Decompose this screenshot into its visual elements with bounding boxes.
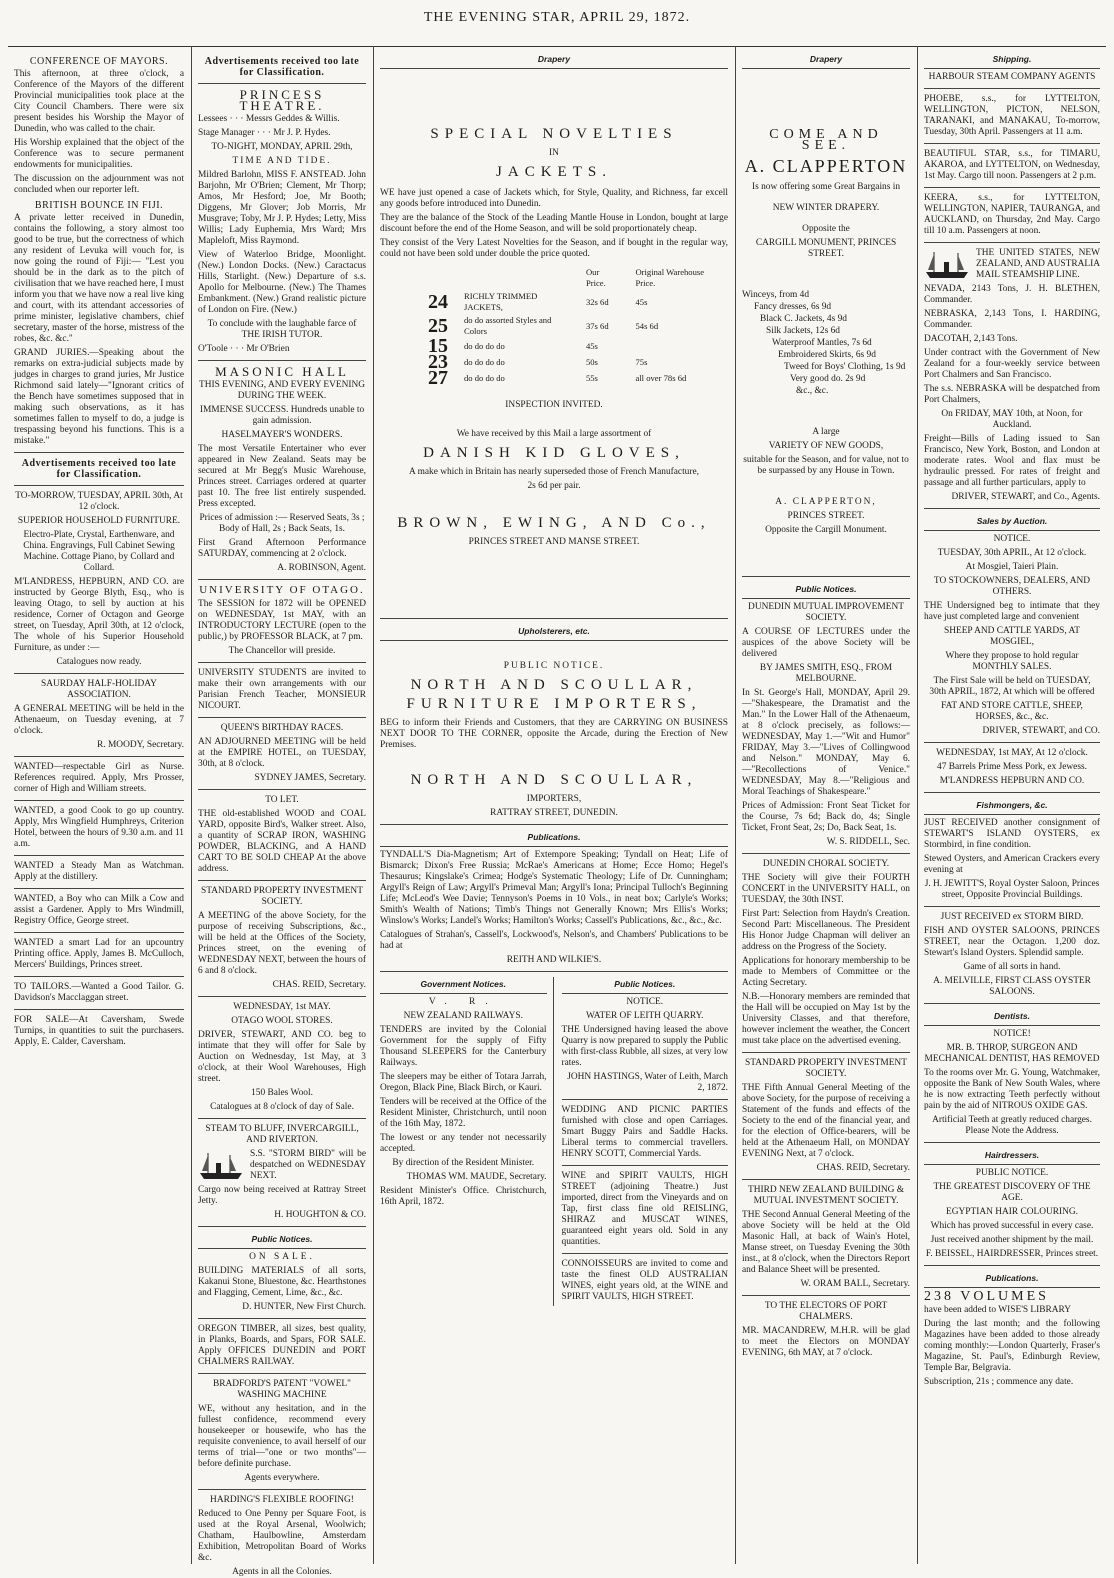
scenes: View of Waterloo Bridge, Moonlight. (New.) London Docks. (New.) Caractacus Hills, Starlight. (New.) Departure of s.s. Apollo for Melbourne. (New.) The Thames Embankment. (New.) Grand realistic picture of London on Fire. (New.) xyxy=(198,250,366,315)
phoebe-ad: PHOEBE, s.s., for LYTTELTON, WELLINGTON, PICTON, NELSON, TARANAKI, and MANAKAU, To-morrow, Tuesday, 30th April. Passengers at 11 a.m. xyxy=(924,94,1100,137)
divider xyxy=(198,83,366,84)
clapperton-opposite: Opposite the Cargill Monument. xyxy=(765,525,887,535)
column-4 xyxy=(736,50,916,1564)
divider xyxy=(924,742,1100,743)
choral-text: THE Society will give their FOURTH CONCERT in the UNIVERSITY HALL, on TUESDAY, the 30th INST. xyxy=(742,873,910,905)
game: Game of all sorts in hand. xyxy=(963,962,1061,972)
wool-text: DRIVER, STEWART, AND CO. beg to intimate that they will offer for Sale by Auction on Wednesday, 1st May, at 3 o'clock, at their Wool Warehouses, High street. xyxy=(198,1030,366,1084)
pork: 47 Barrels Prime Mess Pork, ex Jewess. xyxy=(937,762,1087,772)
divider xyxy=(198,579,366,580)
harbour-title: HARBOUR STEAM COMPANY AGENTS xyxy=(928,72,1096,82)
farce: To conclude with the laughable farce of THE IRISH TUTOR. xyxy=(207,319,357,340)
divider xyxy=(198,360,366,361)
notice-title: NOTICE. xyxy=(993,534,1031,544)
publications-sign: REITH AND WILKIE'S. xyxy=(506,955,602,965)
keera-ad: KEERA, s.s., for LYTTELTON, WELLINGTON, NAPIER, TAURANGA, and AUCKLAND, on Thursday, 2nd May. Cargo till 10 a.m. Passengers at noon. xyxy=(924,193,1100,236)
chancellor: The Chancellor will preside. xyxy=(228,646,336,656)
divider xyxy=(924,906,1100,907)
gov-sign: THOMAS WM. MAUDE, Secretary. xyxy=(406,1172,547,1182)
winter-drapery: NEW WINTER DRAPERY. xyxy=(772,203,880,213)
divider xyxy=(198,996,366,997)
list-item: Very good do. 2s 9d xyxy=(790,374,866,384)
divider xyxy=(14,976,184,977)
dacotah: DACOTAH, 2,143 Tons. xyxy=(924,334,1018,344)
driver-sign-2: DRIVER, STEWART, and CO. xyxy=(982,726,1100,736)
bales: 150 Bales Wool. xyxy=(251,1088,313,1098)
bradford-text: WE, without any hesitation, and in the fullest confidence, recommend every housekeeper or housewife, who has the requisite convenience, to avail herself of our terms of trial—"one or two months"—before definite purchase. xyxy=(198,1404,366,1469)
adv-title: Advertisements received too late for Classification. xyxy=(204,56,360,78)
storm-bird: JUST RECEIVED ex STORM BIRD. xyxy=(940,912,1084,922)
choral-title: DUNEDIN CHORAL SOCIETY. xyxy=(762,859,890,869)
stage-manager: Stage Manager · · · Mr J. P. Hydes. xyxy=(198,128,331,138)
univ-text: The SESSION for 1872 will be OPENED on WEDNESDAY, 1st MAY, with an INTRODUCTORY LECTURE (open to the public,) by PROFESSOR BLACK, at 7 pm. xyxy=(198,599,366,642)
divider xyxy=(198,1489,366,1490)
lecturer: BY JAMES SMITH, ESQ., FROM MELBOURNE. xyxy=(759,663,893,684)
spis-sign: CHAS. REID, Secretary. xyxy=(816,1163,910,1173)
north-scoullar: NORTH AND SCOULLAR, xyxy=(410,677,698,693)
section-header: Publications. xyxy=(924,1271,1100,1288)
price-row: 25 do do assorted Styles and Colors 37s 6d 54s 6d xyxy=(428,315,659,337)
clapperton-street: PRINCES STREET. xyxy=(787,511,865,521)
fat-cattle: FAT AND STORE CATTLE, SHEEP, HORSES, &c., &c. xyxy=(941,701,1083,722)
harding-text: Reduced to One Penny per Square Foot, is used at the Royal Arsenal, Woolwich; Chatham, Haulbowline, Amsterdam Exhibition, Metropolitan Board of Works &c. xyxy=(198,1509,366,1563)
mosgiel: At Mosgiel, Taieri Plain. xyxy=(965,562,1059,572)
divider xyxy=(198,789,366,790)
gov-direction: By direction of the Resident Minister. xyxy=(392,1158,535,1168)
come-and-see: COME AND SEE. xyxy=(769,127,883,153)
library-text: During the last month; and the following Magazines have been added to those already coming monthly:—London Quarterly, Fraser's Magazine, St. Paul's, Edinburgh Review, Temple Bar, Belgravia. xyxy=(924,1319,1100,1373)
list-item: Waterproof Mantles, 7s 6d xyxy=(772,338,872,348)
prices: Prices of admission :— Reserved Seats, 3s ; Body of Hall, 2s ; Back Seats, 1s. xyxy=(199,513,365,534)
conference-title: CONFERENCE OF MAYORS. xyxy=(29,56,169,67)
masonic-sub: THIS EVENING, AND EVERY EVENING DURING THE WEEK. xyxy=(198,380,366,401)
lectures: A COURSE OF LECTURES under the auspices of the above Society will be delivered xyxy=(742,627,910,659)
theatre-title: PRINCESS THEATRE. xyxy=(239,87,325,113)
afternoon: First Grand Afternoon Performance SATURDAY, commencing at 2 o'clock. xyxy=(198,538,366,559)
balance-text: They are the balance of the Stock of the Leading Mantle House in London, bought at large discount before the end of the Home Season, and will be sold proportionately cheap. xyxy=(380,213,728,234)
standard-text: A MEETING of the above Society, for the purpose of receiving Subscriptions, &c., will be held at the Offices of the Society, Princes street, on the evening of WEDNESDAY NEXT, between the hours of 6 and 8 o'clock. xyxy=(198,911,366,976)
price-table xyxy=(420,266,728,389)
masonic-title: MASONIC HALL xyxy=(215,364,349,379)
divider xyxy=(14,800,184,801)
nevada: NEVADA, 2143 Tons, J. H. BLETHEN, Commander. xyxy=(924,284,1100,305)
gloves-title: DANISH KID GLOVES, xyxy=(423,445,685,461)
section-header: Hairdressers. xyxy=(924,1148,1100,1165)
third-text: THE Second Annual General Meeting of the above Society will be held at the Old Masonic Hall, at back of Wain's Hotel, Manse street, on Tuesday Evening the 30th inst., at 8 o'clock, when the Directors Report and Balance Sheet will be presented. xyxy=(742,1210,910,1275)
fiji-text: A private letter received in Dunedin, contains the following, a story almost too good to be true, but the correctness of which any resident of Levuka will vouch for, is now going the round of Fiji:— "Lest you should be in the dark as to the pitch of civilisation that we have reached here, I must inform you that we have now a real live king and court, with its attendant accessories of prime minister, legislative chambers, chief secretary, master of the horse, mistress of the robes, &c. &c." xyxy=(14,213,184,344)
adv-title: Advertisements received too late for Classification. xyxy=(21,458,177,480)
onsale-title: ON SALE. xyxy=(249,1252,315,1262)
list-item: Tweed for Boys' Clothing, 1s 9d xyxy=(784,362,906,372)
races-sign: SYDNEY JAMES, Secretary. xyxy=(254,773,366,783)
catalogues: Catalogues now ready. xyxy=(56,657,142,667)
north-scoullar-2: NORTH AND SCOULLAR, xyxy=(410,772,698,788)
leith-title: WATER OF LEITH QUARRY. xyxy=(585,1011,704,1021)
wanted-ad: WANTED a Steady Man as Watchman. Apply at the distillery. xyxy=(14,861,184,882)
inspection: INSPECTION INVITED. xyxy=(505,400,603,410)
section-header: Publications. xyxy=(380,830,728,847)
list-item: &c., &c. xyxy=(796,386,829,396)
divider xyxy=(198,880,366,881)
divider xyxy=(198,662,366,663)
masthead: THE EVENING STAR, APRIL 29, 1872. xyxy=(423,10,691,25)
first-sale: The First Sale will be held on TUESDAY, 30th APRIL, 1872, At which will be offered xyxy=(929,676,1095,697)
divider xyxy=(742,1052,910,1053)
steam-sign: H. HOUGHTON & CO. xyxy=(274,1210,366,1220)
wanted-ad: WANTED a smart Lad for an upcountry Printing office. Apply, James B. McCulloch, Mercers' Buildings, Princes street. xyxy=(14,938,184,970)
divider xyxy=(14,888,184,889)
divider xyxy=(14,1009,184,1010)
nzr-title: NEW ZEALAND RAILWAYS. xyxy=(403,1011,523,1021)
freight: Freight—Bills of Lading issued to San Francisco, New York, Boston, and London at moderate rates. Wool and flax must be hydraulic pressed. For rates of freight and passage and all further particulars, apply to xyxy=(924,434,1100,488)
furniture-items: Electro-Plate, Crystal, Earthenware, and China. Engravings, Full Cabinet Sewing Machine. Cottage Piano, by Collard and Collard. xyxy=(23,530,175,573)
furniture-title: SUPERIOR HOUSEHOLD FURNITURE. xyxy=(17,516,181,526)
divider xyxy=(742,1295,910,1296)
wanted-ad: WANTED, a good Cook to go up country. Apply, Mrs Wingfield Humphreys, Criterion Hotel, between the hours of 9.30 a.m. and 11 a.m. xyxy=(14,806,184,849)
variety-text: suitable for the Season, and for value, not to be surpassed by any House in Town. xyxy=(743,455,909,476)
gloves-price: 2s 6d per pair. xyxy=(527,481,581,491)
furniture-importers: FURNITURE IMPORTERS, xyxy=(406,696,702,712)
jackets-text: WE have just opened a case of Jackets which, for Style, Quality, and Richness, far excell any goods before introduced into Dunedin. xyxy=(380,188,728,209)
lectures-text: In St. George's Hall, MONDAY, April 29.—"Shakespeare, the Dramatist and the Man." In the Lower Hall of the Athenaeum, at 8 o'clock precisely, as follows:— WEDNESDAY, May 1.—"Wit and Humor" FRIDAY, May 3.—"Lives of Collingwood and Nelson." MONDAY, May 6.—"Recollections of Venice." WEDNESDAY, May 8.—"Religious and Moral Teachings of Shakespeare." xyxy=(742,688,910,797)
tuesday: TUESDAY, 30th APRIL, At 12 o'clock. xyxy=(937,548,1087,558)
nebraska-despatch: The s.s. NEBRASKA will be despatched from Port Chalmers, xyxy=(924,384,1100,405)
divider xyxy=(198,1226,366,1227)
jewitt: J. H. JEWITT'S, Royal Oyster Saloon, Princes street, Opposite Provincial Buildings. xyxy=(924,879,1100,900)
price-list xyxy=(742,290,910,397)
stockowners: TO STOCKOWNERS, DEALERS, AND OTHERS. xyxy=(933,576,1091,597)
divider xyxy=(198,1373,366,1374)
section-header: Public Notices. xyxy=(198,1232,366,1249)
masthead-rule xyxy=(8,46,1106,47)
tolet-text: THE old-established WOOD and COAL YARD, opposite Bird's, Walker street. Also, a quantity of SCRAP IRON, WASHING POWDER, BLACKING, and A HAND CART TO BE SOLD CHEAP At the above address. xyxy=(198,809,366,874)
gov-text: Tenders will be received at the Office of the Resident Minister, Christchurch, until noon of the 16th May, 1872. xyxy=(380,1097,547,1129)
list-item: Winceys, from 4d xyxy=(742,290,810,300)
saturday-title: SAURDAY HALF-HOLIDAY ASSOCIATION. xyxy=(41,679,157,700)
library: have been added to WISE'S LIBRARY xyxy=(924,1305,1072,1315)
divider xyxy=(14,855,184,856)
monthly: Where they propose to hold regular MONTHLY SALES. xyxy=(945,651,1079,672)
juries-text: GRAND JURIES.—Speaking about the remarks on extra-judicial subjects made by judges in charges to grand juries, Mr Justice Richmond said lately—"Ignorant critics of the Bench have sometimes supposed that in making such observations, as it has sometimes fallen to myself to do, a judge is trespassing beyond his functions. This is a mistake." xyxy=(14,348,184,446)
tolet-title: TO LET. xyxy=(265,795,299,805)
wool-title: OTAGO WOOL STORES. xyxy=(231,1016,333,1026)
saturday-sign: R. MOODY, Secretary. xyxy=(97,740,184,750)
usmail-title: THE UNITED STATES, NEW ZEALAND, AND AUSTRALIA MAIL STEAMSHIP LINE. xyxy=(976,248,1100,280)
clapperton-title: A. CLAPPERTON xyxy=(744,156,908,176)
importers: IMPORTERS, xyxy=(526,794,582,804)
brown-ewing: BROWN, EWING, AND Co., xyxy=(397,515,711,531)
spis-text: THE Fifth Annual General Meeting of the above Society, for the purpose of receiving a Statement of the funds and effects of the Society to the end of the financial year, and for the election of Office-bearers, will be held at the Athenaeum Hall, on MONDAY EVENING Next, at 7 o'clock. xyxy=(742,1083,910,1159)
harding-sign: Agents in all the Colonies. xyxy=(232,1567,332,1577)
play-title: TIME AND TIDE. xyxy=(232,156,332,166)
gov-office: Resident Minister's Office. Christchurch, 16th April, 1872. xyxy=(380,1186,547,1207)
races-text: AN ADJOURNED MEETING will be held at the EMPIRE HOTEL, on TUESDAY, 30th, at 8 o'clock. xyxy=(198,737,366,769)
section-header: Public Notices. xyxy=(742,582,910,599)
adjourn-text: The discussion on the adjournment was not concluded when our reporter left. xyxy=(14,174,184,195)
section-header: Upholsterers, etc. xyxy=(380,624,728,641)
leith-sign: JOHN HASTINGS, Water of Leith, March 2, 1872. xyxy=(567,1072,728,1093)
variety: VARIETY OF NEW GOODS, xyxy=(768,441,884,451)
gov-text: TENDERS are invited by the Colonial Government for the supply of Fifty Thousand SLEEPERS for the Canterbury Railways. xyxy=(380,1025,547,1068)
divider xyxy=(742,1179,910,1180)
section-header: Shipping. xyxy=(924,52,1100,69)
tailors-ad: TO TAILORS.—Wanted a Good Tailor. G. Davidson's Macclaggan street. xyxy=(14,982,184,1003)
notice-title: NOTICE. xyxy=(626,997,664,1007)
juries-title: GRAND JURIES. xyxy=(14,348,90,358)
choral-parts: First Part: Selection from Haydn's Creation. Second Part: Miscellaneous. The President His Honor Judge Chapman will deliver an address on the Progress of the Society. xyxy=(742,909,910,952)
divider xyxy=(14,756,184,757)
divider xyxy=(924,792,1100,793)
divider xyxy=(924,187,1100,188)
wanted-ad: WANTED, a Boy who can Milk a Cow and assist a Gardener. Apply to Mrs Windmill, Registry Office, George street. xyxy=(14,894,184,926)
column-3 xyxy=(374,50,734,1564)
list-item: Fancy dresses, 6s 9d xyxy=(754,302,832,312)
oregon-ad: OREGON TIMBER, all sizes, best quality, in Planks, Boards, and Spars, FOR SALE. Apply OFFICES DUNEDIN and PORT CHALMERS RAILWAY. xyxy=(198,1324,366,1367)
cast: Mildred Barlohn, MISS F. ANSTEAD. John Barjohn, Mr O'Brien; Clement, Mr Thorp; Amos, Mr Hesford; Joe, Mr Booth; Diggens, Mr Glover; Job Morris, Mr Musgrave; Toby, Mr J. P. Hydes; Letty, Miss Willis; Lady Euphemia, Mrs Ward; Mrs Mapleloft, Miss Raymond. xyxy=(198,170,366,246)
large: A large xyxy=(812,427,840,437)
section-header: Public Notices. xyxy=(562,977,729,994)
wool-date: WEDNESDAY, 1st MAY. xyxy=(233,1002,331,1012)
sale-date: TO-MORROW, TUESDAY, APRIL 30th, At 12 o'clock. xyxy=(15,491,183,512)
success: IMMENSE SUCCESS. Hundreds unable to gain admission. xyxy=(199,405,365,426)
wool-catalogues: Catalogues at 8 o'clock of day of Sale. xyxy=(210,1102,354,1112)
driver-sign: DRIVER, STEWART, and Co., Agents. xyxy=(951,492,1100,502)
divider xyxy=(924,88,1100,89)
onsale-text: BUILDING MATERIALS of all sorts, Kakanui Stone, Bluestone, &c. Hearthstones and Flagging, Cement, Lime, &c., &c. xyxy=(198,1266,366,1298)
beissel: F. BEISSEL, HAIRDRESSER, Princes street. xyxy=(925,1249,1099,1259)
forsale-ad: FOR SALE—At Caversham, Swede Turnips, in quantities to suit the purchasers. Apply, E. Calder, Caversham. xyxy=(14,1015,184,1047)
pub-notice: PUBLIC NOTICE. xyxy=(975,1168,1049,1178)
section-header: Government Notices. xyxy=(380,977,547,994)
clapperton-sign: A. CLAPPERTON, xyxy=(775,497,877,507)
price-head: Our Price. xyxy=(585,267,606,288)
section-header: Sales by Auction. xyxy=(924,514,1100,531)
bradford-title: BRADFORD'S PATENT "VOWEL" WASHING MACHINE xyxy=(212,1379,351,1400)
north-text: BEG to inform their Friends and Customers, that they are CARRYING ON BUSINESS NEXT DOOR TO THE CORNER, opposite the Arcade, during the Erection of New Premises. xyxy=(380,718,728,750)
robinson-sign: A. ROBINSON, Agent. xyxy=(277,563,366,573)
spis-title: STANDARD PROPERTY INVESTMENT SOCIETY. xyxy=(745,1058,907,1079)
tonight: TO-NIGHT, MONDAY, APRIL 29th, xyxy=(211,142,353,152)
column-5 xyxy=(918,50,1106,1564)
leith-text: THE Undersigned having leased the above Quarry is now prepared to supply the Public with first-class Rubble, all sizes, at very low rates. xyxy=(561,1025,728,1068)
divider xyxy=(380,971,728,972)
dent-notice: NOTICE! xyxy=(993,1029,1031,1039)
bradford-sign: Agents everywhere. xyxy=(244,1473,320,1483)
students: UNIVERSITY STUDENTS are invited to make their own arrangements with our Parisian French Teacher, MONSIEUR NICOURT. xyxy=(198,668,366,711)
gloves-text: A make which in Britain has nearly superseded those of French Manufacture, xyxy=(408,467,699,477)
wanted-ad: WANTED—respectable Girl as Nurse. References required. Apply, Mrs Prosser, corner of High and William streets. xyxy=(14,762,184,794)
publications-text: TYNDALL'S Dia-Magnetism; Art of Extempore Speaking; Tyndall on Heat; Life of Bismarck; Dixon's Free Russia; McRae's Americans at Home; Ecce Homo; Hegel's Thesaurus; Kingslake's Crimea; Hodge's Systematic Theology; Life of Dr. Cunningham; Argyll's Reign of Law; Argyll's Primeval Man; Argyll's Iona; Principal Tulloch's Beginning Life; McLeod's Wee Davie; Tennyson's Poems in 10 Vols., in neat box; Carlyle's Works; Smith's Wealth of Nations; Timb's Things not Generally Known; Mrs Ellis's Works; Winslow's Works; Landel's Works; Hamilton's Works; Cassell's Publications, &c., &c., &c. xyxy=(380,850,728,926)
stock-text: THE Undersigned beg to intimate that they have just completed large and convenient xyxy=(924,601,1100,622)
standard-title: STANDARD PROPERTY INVESTMENT SOCIETY. xyxy=(201,886,363,907)
egyptian-text: Which has proved successful in every case. xyxy=(930,1221,1094,1231)
special-novelties: SPECIAL NOVELTIES xyxy=(430,126,678,142)
price-row: 27 do do do do 55s all over 78s 6d xyxy=(428,367,687,389)
divider xyxy=(742,853,910,854)
opposite: Opposite the xyxy=(802,224,850,234)
saturday-text: A GENERAL MEETING will be held in the Athenaeum, on Tuesday evening, at 7 o'clock. xyxy=(14,704,184,736)
divider xyxy=(924,1142,1100,1143)
section-header: Drapery xyxy=(742,52,910,69)
divider xyxy=(924,1265,1100,1266)
in-word: IN xyxy=(549,148,559,158)
steam-title: STEAM TO BLUFF, INVERCARGILL, AND RIVERTON. xyxy=(205,1124,359,1145)
section-header: Drapery xyxy=(380,52,728,69)
oysters: JUST RECEIVED another consignment of STEWART'S ISLAND OYSTERS, ex Stormbird, in fine condition. xyxy=(924,818,1100,850)
haselmayer: HASELMAYER'S WONDERS. xyxy=(221,430,343,440)
choral-nb: N.B.—Honorary members are reminded that the Hall will be occupied on May 1st by the University Classes, and that therefore, however inclement the weather, the Concert must take place on the advertised evening. xyxy=(742,992,910,1046)
column-2 xyxy=(192,50,372,1577)
public-notices-2 xyxy=(562,977,729,1306)
mclandress: M'LANDRESS HEPBURN AND CO. xyxy=(939,776,1085,786)
subscription: Subscription, 21s ; commence any date. xyxy=(924,1377,1074,1387)
worship-text: His Worship explained that the object of the Conference was to secure permanent endowments for municipalities. xyxy=(14,138,184,170)
wine-ad: WINE and SPIRIT VAULTS, HIGH STREET (adjoining Theatre.) Just imported, direct from the Vineyards and on Tap, first class fine old REISLING, SHIRAZ and MUSCAT WINES, guaranteed eight years old. Sold in any quantities. xyxy=(561,1171,728,1247)
teeth: Artificial Teeth at greatly reduced charges. Please Note the Address. xyxy=(932,1115,1092,1136)
vr: V. R. xyxy=(428,997,498,1007)
conference-text: This afternoon, at three o'clock, a Conference of the Mayors of the different Provincial municipalities took place at the City Council Chambers. There were six present besides his Worship the Mayor of Dunedin, who was called to the chair. xyxy=(14,69,184,134)
volumes: 238 VOLUMES xyxy=(924,1289,1049,1304)
list-item: Embroidered Skirts, 6s 9d xyxy=(778,350,876,360)
north-address: RATTRAY STREET, DUNEDIN. xyxy=(490,808,618,818)
onsale-sign: D. HUNTER, New First Church. xyxy=(242,1302,366,1312)
divider xyxy=(198,1318,366,1319)
beautiful-star-ad: BEAUTIFUL STAR, s.s., for TIMARU, AKAROA, and LYTTELTON, on Wednesday, 1st May. Cargo till noon. Passengers at 2 p.m. xyxy=(924,149,1100,181)
divider xyxy=(198,717,366,718)
divider xyxy=(198,1118,366,1119)
connoisseurs-ad: CONNOISSEURS are invited to come and taste the finest OLD AUSTRALIAN WINES, eight years old, at the WINE and SPIRIT VAULTS, HIGH STREET. xyxy=(561,1259,728,1302)
divider xyxy=(14,932,184,933)
brown-address: PRINCES STREET AND MANSE STREET. xyxy=(468,537,640,547)
divider xyxy=(14,673,184,674)
electors-text: MR. MACANDREW, M.H.R. will be glad to meet the Electors on MONDAY EVENING, 6th MAY, at 7 o'clock. xyxy=(742,1326,910,1358)
contract: Under contract with the Government of New Zealand for a four-weekly service between Port Chalmers and San Francisco. xyxy=(924,348,1100,380)
mclandress-text: M'LANDRESS, HEPBURN, AND CO. are instructed by George Blyth, Esq., who is leaving Otago, to sell by auction at his residence, Corner of Octagon and George street, on Tuesday, April 30th, at 12 o'clock, The whole of his Superior Household Furniture, as under :— xyxy=(14,577,184,653)
nebraska: NEBRASKA, 2,143 Tons, I. HARDING, Commander. xyxy=(924,309,1100,330)
wedding-ad: WEDDING AND PICNIC PARTIES furnished with close and open Carriages. Smart Buggy Pairs and Saddle Hacks. Liberal terms to commercial travellers. HENRY SCOTT, Commercial Yards. xyxy=(561,1105,728,1159)
government-notices xyxy=(380,977,554,1306)
friday: On FRIDAY, MAY 10th, at Noon, for Auckland. xyxy=(941,409,1083,430)
stewed: Stewed Oysters, and American Crackers every evening at xyxy=(924,854,1100,875)
jackets-title: JACKETS. xyxy=(496,164,612,180)
egyptian: EGYPTIAN HAIR COLOURING. xyxy=(945,1207,1079,1217)
steam-text: S.S. "STORM BIRD" will be despatched on WEDNESDAY NEXT. xyxy=(250,1149,366,1181)
divider xyxy=(14,485,184,486)
univ-title: UNIVERSITY OF OTAGO. xyxy=(199,584,365,596)
steam-cargo: Cargo now being received at Rattray Street Jetty. xyxy=(198,1185,366,1206)
offering: Is now offering some Great Bargains in xyxy=(751,182,901,192)
third-title: THIRD NEW ZEALAND BUILDING & MUTUAL INVESTMENT SOCIETY. xyxy=(747,1185,905,1206)
divider xyxy=(924,242,1100,243)
throp: MR. B. THROP, SURGEON AND MECHANICAL DENTIST, HAS REMOVED xyxy=(924,1043,1100,1064)
yards: SHEEP AND CATTLE YARDS, AT MOSGIEL, xyxy=(943,626,1081,647)
section-header: Dentists. xyxy=(924,1009,1100,1026)
publications-catalogues: Catalogues of Strahan's, Cassell's, Lockwood's, Nelson's, and Chambers' Publications to be had at xyxy=(380,930,728,951)
throp-text: To the rooms over Mr. G. Young, Watchmaker, opposite the Bank of New South Wales, where he is now extracting Teeth perfectly without pain by the aid of NITROUS OXIDE GAS. xyxy=(924,1068,1100,1111)
divider xyxy=(562,1165,729,1166)
divider xyxy=(380,618,728,619)
list-item: Silk Jackets, 12s 6d xyxy=(766,326,840,336)
price-row: 23 do do do do 50s 75s xyxy=(428,351,648,373)
received: We have received by this Mail a large assortment of xyxy=(456,429,652,439)
harding-title: HARDING'S FLEXIBLE ROOFING! xyxy=(210,1495,354,1505)
divider xyxy=(924,508,1100,509)
gov-text: The lowest or any tender not necessarily accepted. xyxy=(380,1133,547,1154)
steamship-icon xyxy=(924,250,970,280)
melville: A. MELVILLE, FIRST CLASS OYSTER SALOONS. xyxy=(933,976,1091,997)
price-head: Original Warehouse Price. xyxy=(635,267,705,288)
shipment: Just received another shipment by the mail. xyxy=(930,1235,1094,1245)
divider xyxy=(924,143,1100,144)
public-notice: PUBLIC NOTICE. xyxy=(503,661,605,671)
discovery: THE GREATEST DISCOVERY OF THE AGE. xyxy=(933,1182,1091,1203)
haselmayer-text: The most Versatile Entertainer who ever appeared in New Zealand. Seats may be secured at Mr Begg's Music Warehouse, Princes street. Carriages ordered at quarter past 10. The free list entirely suspended. Press excepted. xyxy=(198,444,366,509)
bottom-row xyxy=(380,977,728,1306)
divider xyxy=(924,1003,1100,1004)
races-title: QUEEN'S BIRTHDAY RACES. xyxy=(220,723,344,733)
price-row: 24 RICHLY TRIMMED JACKETS, 32s 6d 45s xyxy=(428,291,648,313)
consist-text: They consist of the Very Latest Novelties for the Season, and if bought in the regular way, could not have been sold under double the price quoted. xyxy=(380,238,728,259)
list-item: Black C. Jackets, 4s 9d xyxy=(760,314,847,324)
choral-apps: Applications for honorary membership to be made to Members of Committee or the Acting Secretary. xyxy=(742,956,910,988)
lectures-price: Prices of Admission: Front Seat Ticket for the Course, 7s 6d; Back do, 4s; Single Ticket, Front Seat, 2s; Do, Back Seat, 1s. xyxy=(742,801,910,833)
column-1 xyxy=(8,50,190,1564)
divider xyxy=(14,452,184,453)
divider xyxy=(562,1253,729,1254)
fish-saloons: FISH AND OYSTER SALOONS, PRINCES STREET, near the Octagon. 1,200 doz. Stewart's Island Oysters. Splendid sample. xyxy=(924,926,1100,958)
gov-text: The sleepers may be either of Totara Jarrah, Oregon, Black Pine, Black Birch, or Kauri. xyxy=(380,1072,547,1093)
divider xyxy=(742,576,910,577)
farce-cast: O'Toole · · · Mr O'Brien xyxy=(198,344,290,354)
price-row: 15 do do do do 45s xyxy=(428,335,598,357)
divider xyxy=(380,824,728,825)
standard-sign: CHAS. REID, Secretary. xyxy=(272,980,366,990)
wednesday: WEDNESDAY, 1st MAY, At 12 o'clock. xyxy=(936,748,1088,758)
electors-title: TO THE ELECTORS OF PORT CHALMERS. xyxy=(764,1301,888,1322)
section-header: Fishmongers, &c. xyxy=(924,798,1100,815)
steamship-icon xyxy=(198,1151,244,1181)
mutual-title: DUNEDIN MUTUAL IMPROVEMENT SOCIETY. xyxy=(748,602,904,623)
lectures-sign: W. S. RIDDELL, Sec. xyxy=(826,837,910,847)
divider xyxy=(562,1099,729,1100)
third-sign: W. ORAM BALL, Secretary. xyxy=(800,1279,910,1289)
fiji-title: BRITISH BOUNCE IN FIJI. xyxy=(34,200,164,211)
monument: CARGILL MONUMENT, PRINCES STREET. xyxy=(755,238,897,259)
lessees: Lessees · · · Messrs Geddes & Willis. xyxy=(198,114,340,124)
